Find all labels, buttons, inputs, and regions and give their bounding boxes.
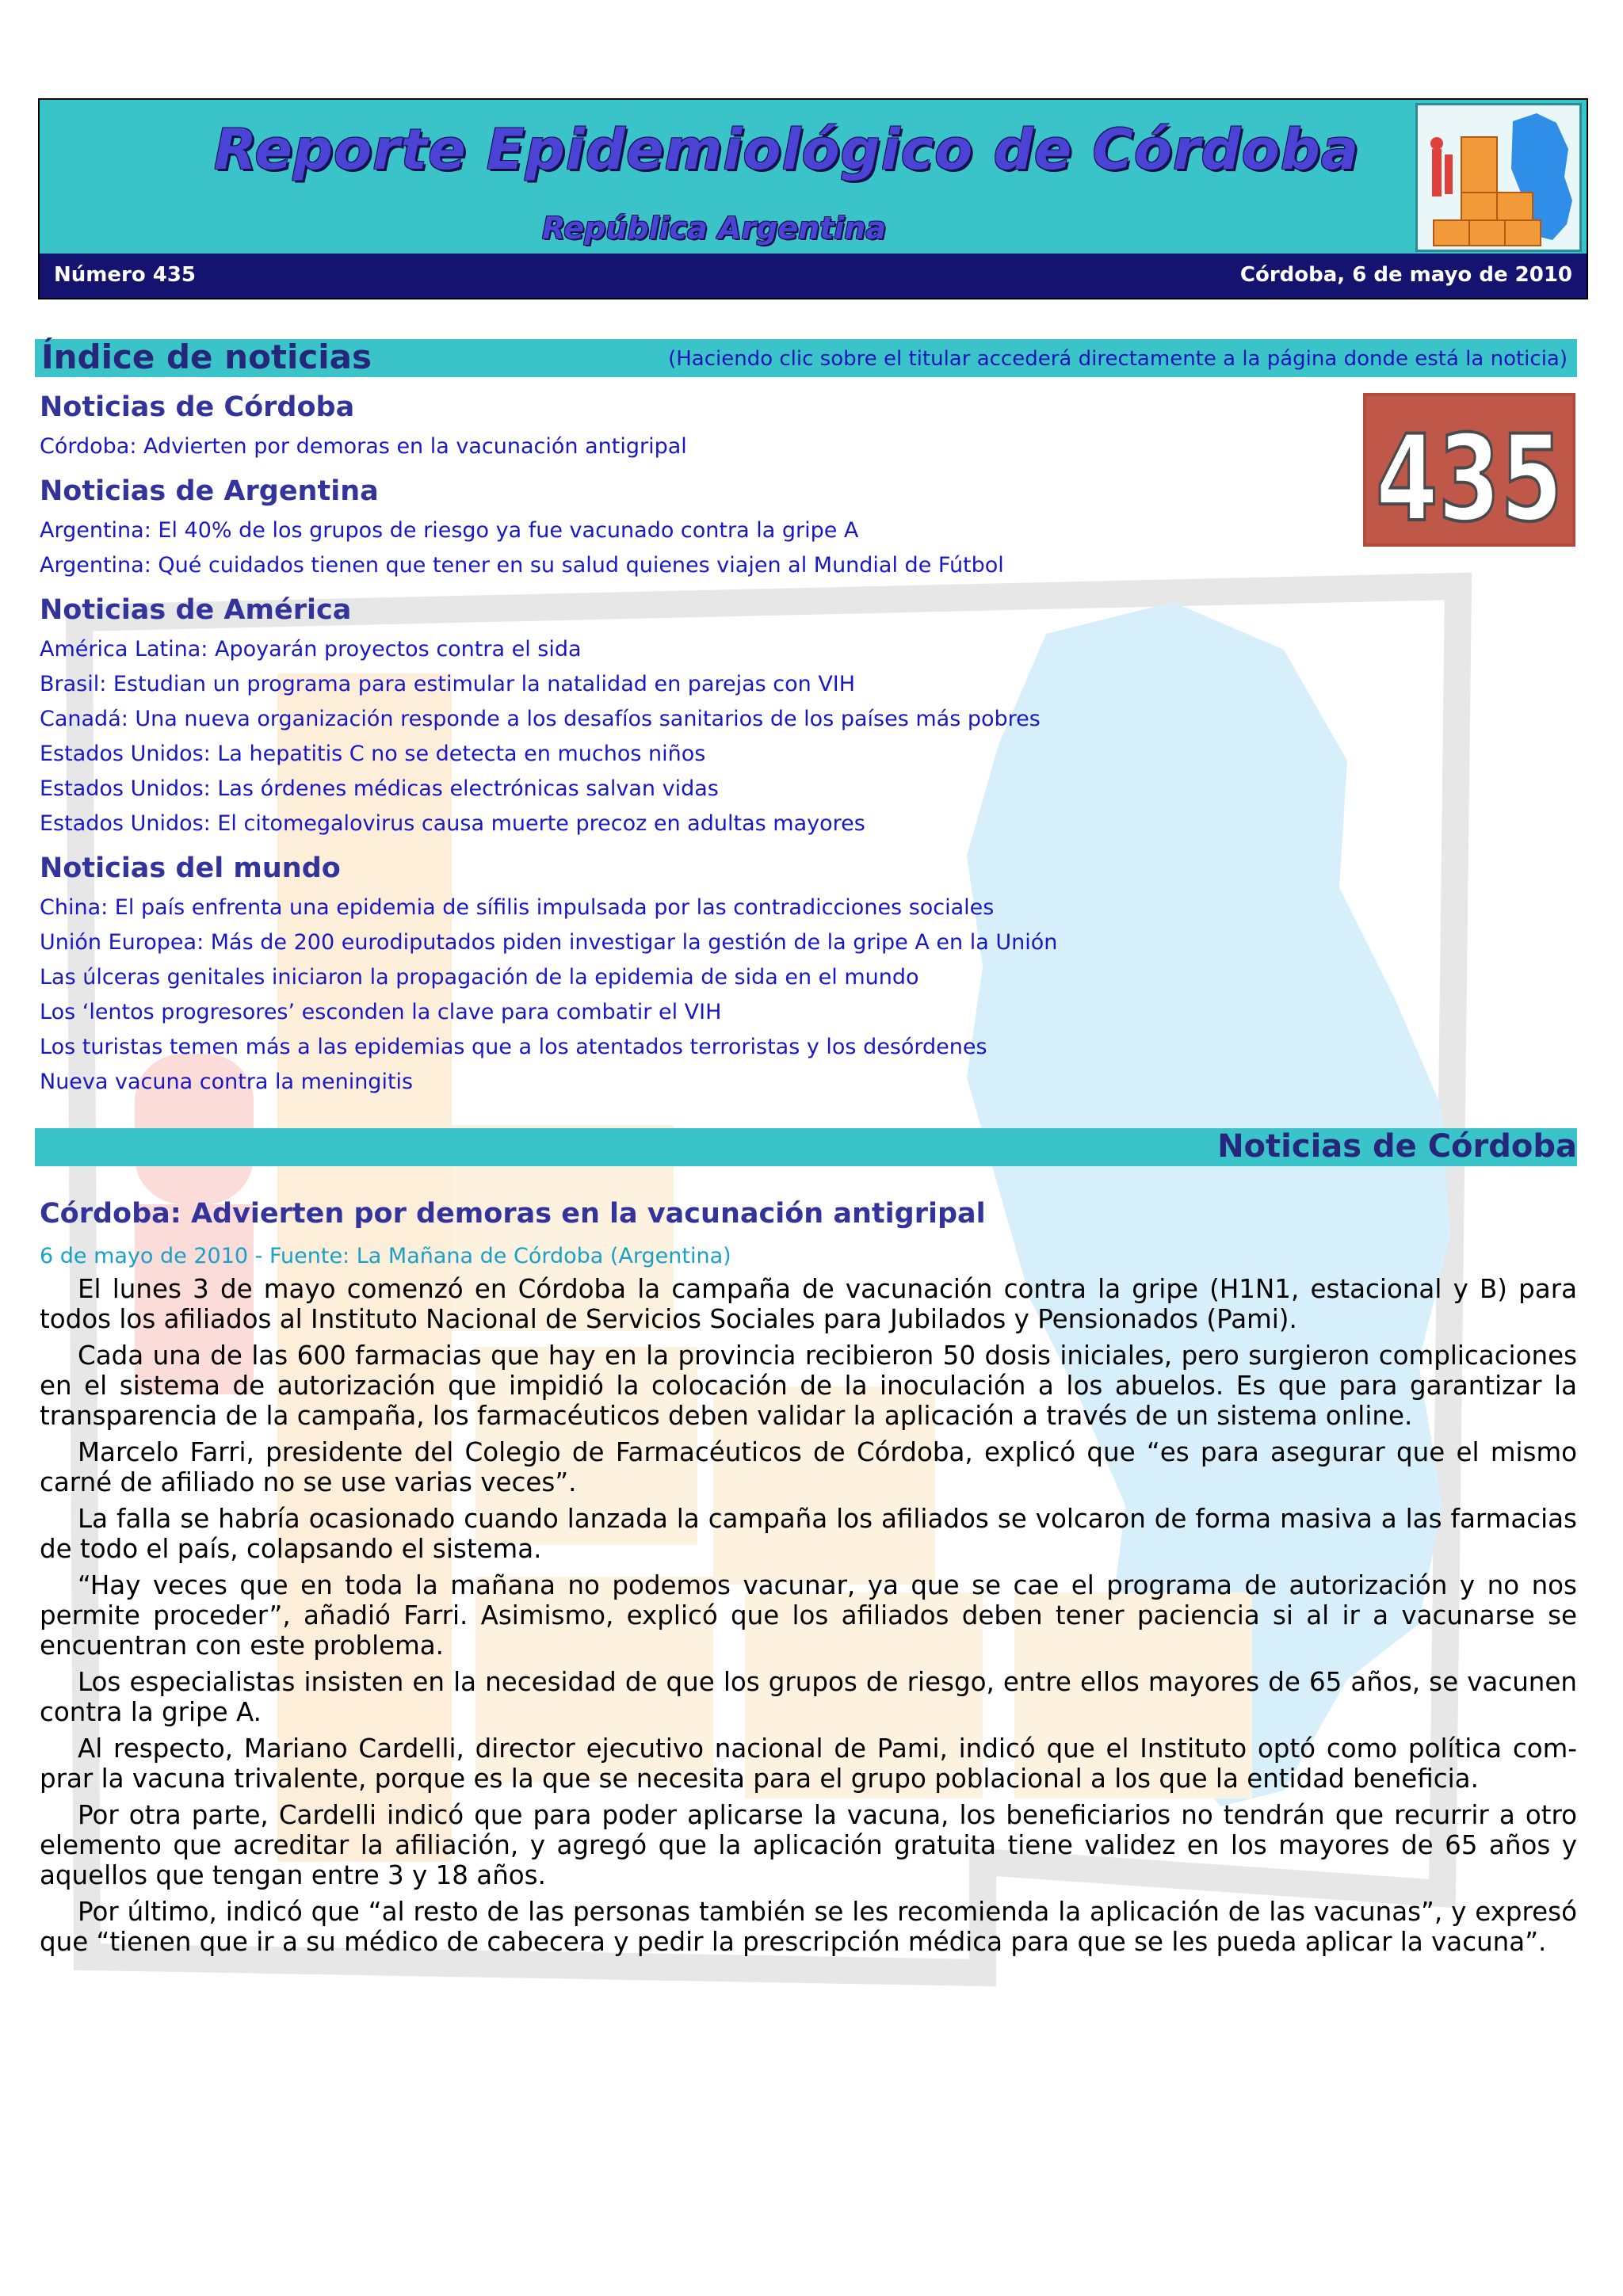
index-link-mundo-3[interactable]: Las úlceras genitales iniciaron la propagación de la epidemia de sida en el mundo: [40, 965, 919, 990]
issue-badge: [1363, 393, 1575, 547]
index-link-america-2[interactable]: Brasil: Estudian un programa para estimular la natalidad en parejas con VIH: [40, 672, 856, 696]
article-body: [40, 1274, 1577, 1963]
article-paragraph-7: Al respecto, Mariano Cardelli, director ejecutivo nacional de Pami, indicó que el Instituto optó como política comprar la vacuna trivalente, porque es la que se necesita para el grupo poblacional a los que la entidad beneficia.: [40, 1733, 1577, 1794]
article-paragraph-6: Los especialistas insisten en la necesidad de que los grupos de riesgo, entre ellos mayores de 65 años, se vacunen contra la gripe A.: [40, 1667, 1577, 1727]
masthead: [38, 98, 1588, 299]
article-paragraph-3: Marcelo Farri, presidente del Colegio de Farmacéuticos de Córdoba, explicó que “es para asegurar que el mismo carné de afiliado no se use varias veces”.: [40, 1437, 1577, 1497]
index-heading-argentina: Noticias de Argentina: [40, 475, 379, 507]
article-title: Córdoba: Advierten por demoras en la vacunación antigripal: [40, 1198, 986, 1230]
issue-date: Córdoba, 6 de mayo de 2010: [1239, 263, 1572, 287]
masthead-banner: [40, 100, 1587, 255]
masthead-subtitle: República Argentina: [542, 211, 887, 246]
index-link-america-3[interactable]: Canadá: Una nueva organización responde a los desafíos sanitarios de los países más pobres: [40, 707, 1041, 731]
index-link-america-5[interactable]: Estados Unidos: Las órdenes médicas electrónicas salvan vidas: [40, 776, 719, 801]
index-link-mundo-6[interactable]: Nueva vacuna contra la meningitis: [40, 1070, 414, 1094]
index-header: [35, 339, 1577, 377]
masthead-title: Reporte Epidemiológico de Córdoba: [214, 117, 1360, 182]
article-paragraph-8: Por otra parte, Cardelli indicó que para poder aplicarse la vacuna, los beneficiarios no tendrán que recurrir a otro elemento que acreditar la afiliación, y agregó que la aplicación gratuita tiene validez en los mayores de 65 años y aquellos que tengan entre 3 y 18 años.: [40, 1800, 1577, 1890]
index-link-mundo-5[interactable]: Los turistas temen más a las epidemias que a los atentados terroristas y los desórdenes: [40, 1035, 987, 1059]
article-paragraph-4: La falla se habría ocasionado cuando lanzada la campaña los afiliados se volcaron de forma masiva a las farmacias de todo el país, colapsando el sistema.: [40, 1504, 1577, 1564]
index-link-cordoba-1[interactable]: Córdoba: Advierten por demoras en la vacunación antigripal: [40, 434, 687, 459]
index-link-mundo-1[interactable]: China: El país enfrenta una epidemia de sífilis impulsada por las contradicciones sociales: [40, 895, 995, 920]
issue-number: Número 435: [54, 263, 197, 287]
index-heading-cordoba: Noticias de Córdoba: [40, 391, 355, 423]
article-paragraph-1: El lunes 3 de mayo comenzó en Córdoba la campaña de vacunación contra la gripe (H1N1, estacional y B) para todos los afiliados al Instituto Nacional de Servicios Sociales para Jubilados y Pensionados (Pami).: [40, 1274, 1577, 1334]
report-logo-icon: [1415, 103, 1582, 252]
index-title: Índice de noticias: [41, 338, 372, 376]
issue-badge-number: 435: [1376, 410, 1563, 548]
index-link-argentina-2[interactable]: Argentina: Qué cuidados tienen que tener en su salud quienes viajen al Mundial de Fútbol: [40, 553, 1004, 578]
index-heading-america: Noticias de América: [40, 594, 352, 626]
index-link-mundo-4[interactable]: Los ‘lentos progresores’ esconden la clave para combatir el VIH: [40, 1000, 722, 1024]
masthead-info-bar: [40, 254, 1587, 298]
index-link-argentina-1[interactable]: Argentina: El 40% de los grupos de riesgo ya fue vacunado contra la gripe A: [40, 518, 859, 543]
index-link-america-6[interactable]: Estados Unidos: El citomegalovirus causa muerte precoz en adultas mayores: [40, 811, 865, 836]
index-heading-mundo: Noticias del mundo: [40, 852, 341, 884]
index-note: (Haciendo clic sobre el titular accederá directamente a la página donde está la noticia): [668, 347, 1568, 371]
index-link-mundo-2[interactable]: Unión Europea: Más de 200 eurodiputados piden investigar la gestión de la gripe A en la Unión: [40, 930, 1058, 955]
article-paragraph-2: Cada una de las 600 farmacias que hay en la provincia recibieron 50 dosis iniciales, pero surgieron complicaciones en el sistema de autorización que impidió la colocación de la inoculación a los abuelos. Es que para garantizar la transparencia de la campaña, los farmacéuticos deben validar la aplicación a través de un sistema online.: [40, 1341, 1577, 1431]
article-meta: 6 de mayo de 2010 - Fuente: La Mañana de Córdoba (Argentina): [40, 1244, 731, 1268]
section-title-cordoba: Noticias de Córdoba: [1217, 1128, 1577, 1165]
article-paragraph-9: Por último, indicó que “al resto de las personas también se les recomienda la aplicación de las vacunas”, y expresó que “tienen que ir a su médico de cabecera y pedir la prescripción médica para que se les pueda aplicar la vacuna”.: [40, 1897, 1577, 1957]
section-header-cordoba: [35, 1128, 1577, 1166]
index-link-america-1[interactable]: América Latina: Apoyarán proyectos contra el sida: [40, 637, 582, 662]
index-link-america-4[interactable]: Estados Unidos: La hepatitis C no se detecta en muchos niños: [40, 742, 706, 766]
article-paragraph-5: “Hay veces que en toda la mañana no podemos vacunar, ya que se cae el programa de autorización y no nos permite proceder”, añadió Farri. Asimismo, explicó que los afiliados deben tener paciencia si al ir a vacunarse se encuentran con este problema.: [40, 1570, 1577, 1661]
